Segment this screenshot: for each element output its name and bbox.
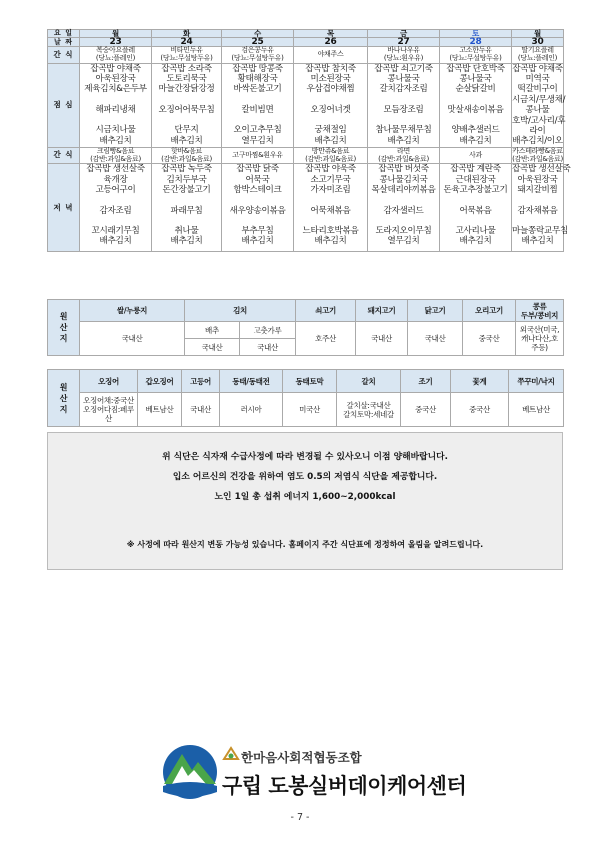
- menu-item: 미소된장국: [310, 74, 351, 84]
- menu-item: 잡곡밥 생선살죽: [86, 164, 145, 175]
- weekly-menu-table: [47, 29, 571, 252]
- afternoon-snack-cell: [294, 147, 368, 164]
- menu-item: 떡갈비구이: [517, 84, 558, 95]
- menu-item: 배추김치/이오: [512, 136, 563, 147]
- menu-item: 고사리나물: [455, 226, 496, 237]
- menu-item: 잡곡밥 녹두죽: [161, 164, 212, 175]
- menu-item: 단무지: [174, 125, 199, 136]
- origin2-value-line: 베트남산: [145, 405, 174, 414]
- origin-header-pork: 돼지고기: [356, 300, 408, 322]
- menu-item: 콩나물국: [387, 74, 420, 84]
- origin-pork-value: 국내산: [356, 322, 408, 356]
- menu-item: 근대된장국: [455, 174, 496, 185]
- day-cell: 금: [368, 30, 440, 38]
- day-cell: 목: [294, 30, 368, 38]
- menu-item: 잡곡밥 야채죽: [90, 63, 141, 74]
- menu-item: 고소한두유: [459, 46, 492, 54]
- menu-item: 돈육고추장불고기: [443, 185, 508, 196]
- day-cell: 수: [222, 30, 294, 38]
- lunch-cell: [440, 63, 512, 147]
- menu-spacer: [222, 95, 293, 105]
- origin2-value: [509, 393, 564, 427]
- menu-item: 참나물무채무침: [375, 125, 432, 136]
- origin2-value: [80, 393, 138, 427]
- menu-spacer: [152, 196, 221, 206]
- menu-item: 어묵채볶음: [310, 205, 351, 216]
- afternoon-snack-cell: [440, 147, 512, 164]
- menu-item: 가자미조림: [310, 185, 351, 196]
- menu-item: 배추김치: [314, 135, 347, 146]
- menu-spacer: [294, 95, 367, 105]
- menu-spacer: [80, 115, 151, 125]
- snack-label-2: 간 식: [48, 147, 80, 164]
- menu-spacer: [440, 95, 511, 105]
- menu-item: 도라지오이무침: [375, 226, 432, 237]
- menu-item: 감자샐러드: [383, 205, 424, 216]
- menu-item: 순살닭갈비: [455, 84, 496, 95]
- date-cell: 23: [80, 38, 152, 47]
- menu-item: 복숭아요플레: [96, 46, 135, 54]
- origin2-header: 꽃게: [451, 370, 509, 393]
- menu-item: 바싹돈불고기: [233, 84, 282, 95]
- menu-item: 잡곡밥 야욱죽: [305, 164, 356, 175]
- origin2-value-line: 중국산: [469, 405, 490, 414]
- dinner-cell: [294, 164, 368, 252]
- menu-spacer: [512, 216, 563, 226]
- origin2-header: 쭈꾸미/낙지: [509, 370, 564, 393]
- menu-spacer: [222, 115, 293, 125]
- menu-item: 어묵볶음: [459, 205, 492, 216]
- date-cell: 24: [152, 38, 222, 47]
- date-label: 날 짜: [48, 38, 80, 47]
- origin2-value-line: 러시아: [240, 405, 262, 414]
- menu-item: 열무김치: [241, 135, 274, 146]
- morning-snack-cell: [512, 47, 564, 64]
- lunch-cell: [512, 63, 564, 147]
- origin2-value-line: 중국산: [415, 405, 436, 414]
- menu-item: 배추김치: [170, 135, 203, 146]
- menu-item: 도토리묵국: [166, 74, 207, 84]
- menu-item: 크림빵&음료: [96, 146, 135, 155]
- menu-item: 어묵국: [245, 174, 270, 185]
- menu-item: 칼비빔면: [241, 104, 274, 115]
- menu-spacer: [368, 95, 439, 105]
- origin2-value: [337, 393, 401, 427]
- origin2-value: [220, 393, 283, 427]
- morning-snack-cell: [222, 47, 294, 64]
- menu-item: (감반:과일&음료): [378, 154, 429, 163]
- origin-kimchi-pepper-value: 국내산: [240, 339, 296, 356]
- menu-item: 모듬장조림: [383, 104, 424, 115]
- origin2-header: 동태토막: [283, 370, 337, 393]
- afternoon-snack-cell: [512, 147, 564, 164]
- morning-snack-cell: [440, 47, 512, 64]
- menu-item: 부추무침: [241, 226, 274, 237]
- menu-item: (당뇨:플레인): [517, 53, 558, 62]
- origin2-value-line: 국내산: [190, 405, 211, 414]
- origin-side-label: 원 산 지: [48, 300, 80, 356]
- center-name: 구립 도봉실버데이케어센터: [222, 774, 467, 798]
- menu-item: 잡곡밥 단호박죽: [446, 63, 505, 74]
- origin-kimchi-sub-cabbage: 배추: [185, 322, 240, 339]
- origin2-value-line: 베트남산: [522, 405, 550, 414]
- menu-item: 바나나우유: [387, 46, 420, 54]
- morning-snack-row: [48, 47, 564, 64]
- origin2-header: 갑오징어: [138, 370, 182, 393]
- origin2-header: 동태/동태전: [220, 370, 283, 393]
- origin2-side-label: 원 산 지: [48, 370, 80, 427]
- notice-line-4: ※ 사정에 따라 원산지 변동 가능성 있습니다. 홈페이지 주간 식단표에 정정하여 올림을 알려드립니다.: [126, 540, 484, 549]
- date-cell-saturday: 28: [440, 38, 512, 47]
- menu-item: (감반:과일&음료): [90, 154, 141, 163]
- menu-item: 아욱된장국: [517, 174, 558, 185]
- origin2-value: [283, 393, 337, 427]
- menu-item: 목살데리야끼볶음: [371, 185, 436, 196]
- menu-item: 핫바&음료: [170, 146, 202, 155]
- origin-kimchi-cabbage-value: 국내산: [185, 339, 240, 356]
- menu-item: 사과: [469, 150, 482, 159]
- menu-item: 카스테라빵&음료: [512, 146, 563, 155]
- menu-spacer: [294, 216, 367, 226]
- menu-item: 궁채절임: [314, 125, 347, 136]
- origin-header-duck: 오리고기: [463, 300, 516, 322]
- menu-item: (감반:과일&음료): [305, 154, 356, 163]
- notice-box: [47, 432, 563, 570]
- menu-item: 잡곡밥 버섯죽: [378, 164, 429, 175]
- afternoon-snack-row: [48, 147, 564, 164]
- menu-spacer: [222, 216, 293, 226]
- origin2-header: 갈치: [337, 370, 401, 393]
- origin-header-kimchi: 김치: [185, 300, 296, 322]
- menu-item: 갈치감자조림: [379, 84, 428, 95]
- menu-item: 비타민두유: [170, 46, 203, 54]
- menu-item: 시금치나물: [95, 125, 136, 136]
- origin2-header: 고등어: [182, 370, 220, 393]
- menu-item: (당뇨:플레인): [95, 53, 136, 62]
- afternoon-snack-cell: [222, 147, 294, 164]
- menu-item: 배추김치: [99, 135, 132, 146]
- menu-item: 배추김치: [241, 236, 274, 247]
- menu-item: 배추김치: [459, 135, 492, 146]
- origin-header-beef: 쇠고기: [296, 300, 356, 322]
- menu-item: 꼬시래기무침: [91, 226, 140, 237]
- date-cell: 27: [368, 38, 440, 47]
- notice-line-2: 입소 어르신의 건강을 위하여 염도 0.5의 저염식 식단을 제공합니다.: [172, 472, 438, 482]
- menu-item: 육개장: [103, 174, 128, 185]
- menu-item: 느타리호박볶음: [302, 226, 359, 237]
- menu-item: 돼지갈비찜: [517, 185, 558, 196]
- menu-item: (당뇨:무설탕두유): [449, 53, 502, 62]
- menu-item: 황태해장국: [237, 74, 278, 84]
- menu-item: 고등어구이: [95, 185, 136, 196]
- menu-item: 미역국: [525, 74, 550, 84]
- dinner-cell: [512, 164, 571, 252]
- menu-spacer: [294, 115, 367, 125]
- origin-beef-value: 호주산: [296, 322, 356, 356]
- menu-item: 새우양송이볶음: [229, 205, 286, 216]
- menu-item: 열무김치: [387, 236, 420, 247]
- menu-spacer: [368, 196, 439, 206]
- menu-item: 고구마찜&흰우유: [232, 150, 283, 159]
- menu-item: 잡곡밥 계란죽: [450, 164, 501, 175]
- menu-item: 잡곡밥 참치죽: [305, 63, 356, 74]
- page-number: - 7 -: [290, 812, 310, 823]
- menu-item: 소고기무국: [310, 174, 351, 185]
- menu-item: 배추김치: [521, 236, 554, 247]
- origin2-header: 조기: [401, 370, 451, 393]
- menu-item: 잡곡밥 쇠고기죽: [374, 63, 433, 74]
- lunch-cell: [152, 63, 222, 147]
- menu-item: 잡곡밥 땅콩죽: [232, 63, 283, 74]
- origin2-value-line: 오징어다짐:페루산: [83, 405, 134, 423]
- menu-item: 라이: [529, 126, 546, 137]
- menu-item: 콩나물김치국: [379, 174, 428, 185]
- menu-spacer: [440, 115, 511, 125]
- morning-snack-cell: [294, 47, 368, 64]
- date-cell: 25: [222, 38, 294, 47]
- menu-item: 잡곡밥 야채죽: [512, 63, 563, 74]
- origin2-value-line: 갈치토막:세네갈: [343, 409, 394, 419]
- menu-item: 돈간장불고기: [162, 185, 211, 196]
- date-cell: 26: [294, 38, 368, 47]
- dinner-cell: [222, 164, 294, 252]
- day-cell: 화: [152, 30, 222, 38]
- dinner-cell: [368, 164, 440, 252]
- origin-table-2: [47, 369, 564, 427]
- menu-item: 야채주스: [317, 49, 344, 58]
- menu-item: 잡곡밥 소라죽: [161, 63, 212, 74]
- menu-item: 제육김치&은두부: [84, 84, 147, 95]
- origin-rice-value: 국내산: [80, 322, 185, 356]
- day-cell-saturday: 토: [440, 30, 512, 38]
- menu-item: 해파리냉채: [95, 104, 136, 115]
- menu-item: 마늘간장닭강정: [158, 84, 215, 95]
- menu-item: 잡곡밥 닭죽: [236, 164, 279, 175]
- cooperative-name: 한마음사회적협동조합: [241, 750, 362, 765]
- cooperative-logo-icon: [222, 745, 240, 762]
- menu-item: (당뇨:흰우유): [383, 53, 424, 62]
- menu-item: 우삼겹야채찜: [306, 84, 355, 95]
- menu-item: 배추김치: [387, 135, 420, 146]
- date-cell: 30: [512, 38, 564, 47]
- dinner-label: 저 녁: [48, 164, 80, 252]
- menu-item: 배추김치: [170, 236, 203, 247]
- lunch-cell: [222, 63, 294, 147]
- menu-item: 콩나물: [525, 105, 550, 116]
- menu-item: 콩나물국: [459, 74, 492, 84]
- menu-item: 오이고추무침: [233, 125, 282, 136]
- menu-item: 배추김치: [459, 236, 492, 247]
- morning-snack-cell: [80, 47, 152, 64]
- menu-item: 잡곡밥 생선살죽: [512, 164, 571, 175]
- menu-item: 오징어너겟: [310, 104, 351, 115]
- menu-item: 호박/고사리/후: [512, 115, 566, 126]
- menu-item: 취나물: [174, 226, 199, 237]
- origin2-value-line: 미국산: [299, 405, 320, 414]
- menu-item: 함박스테이크: [233, 185, 282, 196]
- menu-item: (감반:과일&음료): [512, 154, 563, 163]
- afternoon-snack-cell: [152, 147, 222, 164]
- origin-table-1: [47, 299, 564, 356]
- origin2-value: [451, 393, 509, 427]
- menu-item: (당뇨:무설탕두유): [160, 53, 213, 62]
- menu-item: 마늘쫑락교무침: [512, 226, 569, 237]
- origin-duck-value: 중국산: [463, 322, 516, 356]
- lunch-label: 점 심: [48, 63, 80, 147]
- menu-spacer: [152, 216, 221, 226]
- menu-item: 배추김치: [314, 236, 347, 247]
- menu-spacer: [80, 196, 151, 206]
- menu-item: 딸기요플레: [521, 46, 554, 54]
- menu-item: 라면: [397, 146, 410, 155]
- menu-spacer: [368, 115, 439, 125]
- menu-item: 오징어어묵무침: [158, 104, 215, 115]
- origin2-value: [138, 393, 182, 427]
- morning-snack-cell: [152, 47, 222, 64]
- day-row: [48, 30, 564, 38]
- menu-item: 맛살새송이볶음: [447, 104, 504, 115]
- menu-spacer: [152, 115, 221, 125]
- menu-spacer: [440, 196, 511, 206]
- menu-item: 감자조림: [99, 205, 132, 216]
- dinner-cell: [440, 164, 512, 252]
- origin-header-chicken: 닭고기: [408, 300, 463, 322]
- origin-header-rice: 쌀/누룽지: [80, 300, 185, 322]
- menu-spacer: [440, 216, 511, 226]
- day-cell: 월: [512, 30, 564, 38]
- origin-chicken-value: 국내산: [408, 322, 463, 356]
- origin2-value-line: 오징어채:중국산: [83, 396, 134, 405]
- origin-header-bean: 콩류 두부/콩비지: [516, 300, 564, 322]
- center-logo-icon: [160, 740, 220, 800]
- dinner-row: [48, 164, 564, 252]
- day-label: 요 일: [48, 30, 80, 38]
- afternoon-snack-cell: [80, 147, 152, 164]
- morning-snack-cell: [368, 47, 440, 64]
- menu-spacer: [368, 216, 439, 226]
- menu-spacer: [152, 95, 221, 105]
- origin-kimchi-sub-pepper: 고춧가루: [240, 322, 296, 339]
- lunch-cell: [368, 63, 440, 147]
- origin2-value: [401, 393, 451, 427]
- lunch-cell: [294, 63, 368, 147]
- menu-item: 검은콩두유: [241, 46, 274, 54]
- menu-item: 양배추샐러드: [451, 125, 500, 136]
- snack-label: 간 식: [48, 47, 80, 64]
- notice-line-3: 노인 1일 총 섭취 에너지 1,600~2,000kcal: [214, 492, 396, 502]
- menu-spacer: [294, 196, 367, 206]
- menu-spacer: [80, 95, 151, 105]
- menu-item: 감자채볶음: [517, 205, 558, 216]
- menu-spacer: [512, 196, 563, 206]
- dinner-cell: [80, 164, 152, 252]
- menu-item: 아욱된장국: [95, 74, 136, 84]
- menu-item: (감반:과일&음료): [161, 154, 212, 163]
- origin-bean-value: 외국산(미국,캐나다산,호주등): [516, 322, 564, 356]
- dinner-cell: [152, 164, 222, 252]
- menu-item: 파래무침: [170, 205, 203, 216]
- lunch-row: [48, 63, 564, 147]
- menu-spacer: [80, 216, 151, 226]
- afternoon-snack-cell: [368, 147, 440, 164]
- notice-line-1: 위 식단은 식자재 수급사정에 따라 변경될 수 있사오니 이점 양해바랍니다.: [162, 452, 448, 462]
- day-cell: 월: [80, 30, 152, 38]
- menu-item: 김치두부국: [166, 174, 207, 185]
- lunch-cell: [80, 63, 152, 147]
- menu-item: 시금치/무생채/: [512, 94, 566, 105]
- origin2-value-line: 갈치살:국내산: [346, 400, 391, 410]
- menu-spacer: [222, 196, 293, 206]
- menu-item: (당뇨:무설탕두유): [231, 53, 284, 62]
- menu-item: 방만쥬&음료: [311, 146, 350, 155]
- origin2-header: 오징어: [80, 370, 138, 393]
- menu-item: 배추김치: [99, 236, 132, 247]
- origin2-value: [182, 393, 220, 427]
